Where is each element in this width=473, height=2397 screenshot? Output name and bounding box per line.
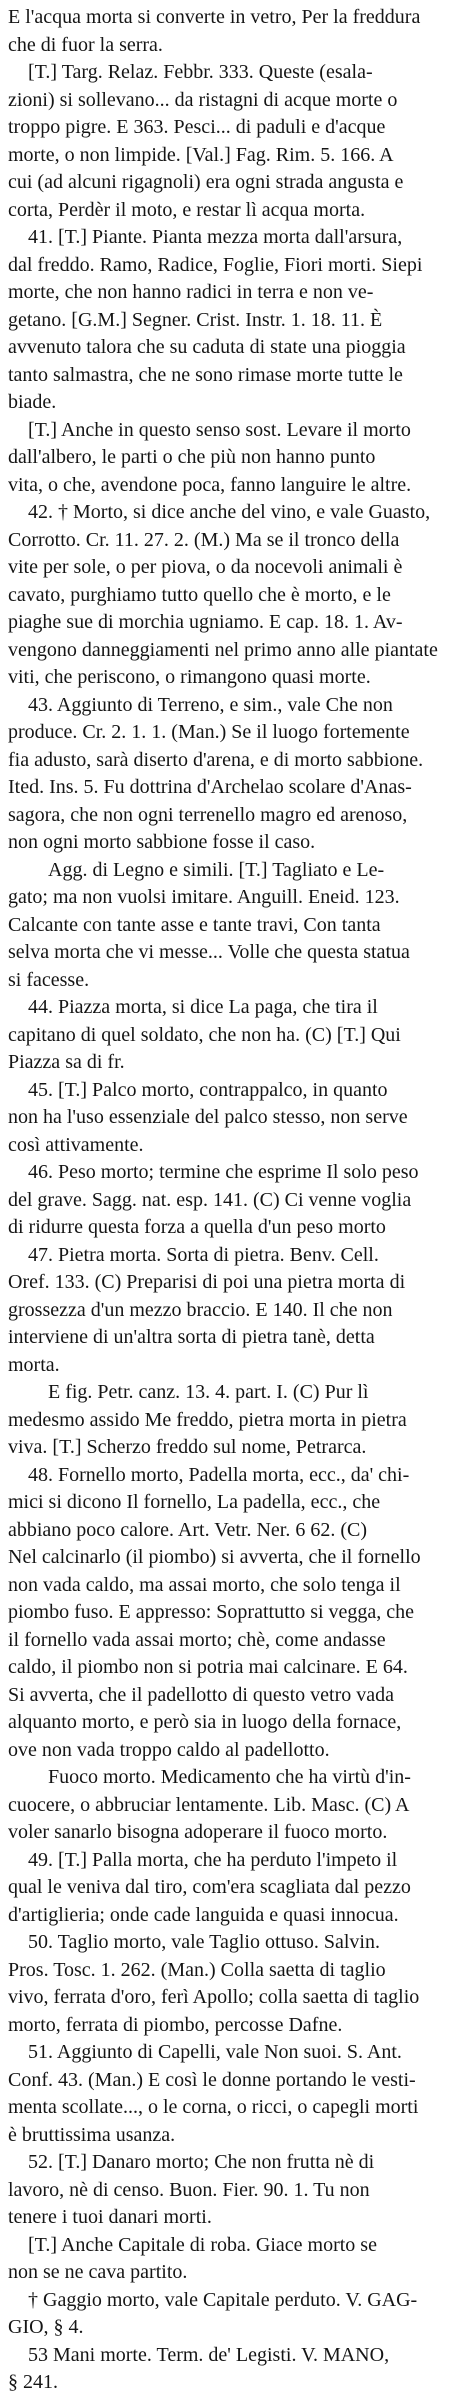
text-line: 45. [T.] Palco morto, contrappalco, in quanto [28, 1078, 388, 1101]
text-line: lavoro, nè di censo. Buon. Fier. 90. 1. Tu non [8, 2178, 370, 2201]
text-line: vivo, ferrata d'oro, ferì Apollo; colla saetta di taglio [8, 1986, 420, 2008]
text-line: non vada caldo, ma assai morto, che solo tenga il [8, 1573, 401, 1596]
text-line: così attivamente. [8, 1133, 144, 1156]
text-line: che di fuor la serra. [8, 33, 163, 56]
text-line: § 241. [8, 2371, 58, 2393]
text-line: viva. [T.] Scherzo freddo sul nome, Petrarca. [8, 1436, 367, 1458]
text-line: corta, Perdèr il moto, e restar lì acqua morta. [8, 198, 366, 221]
text-line: voler sanarlo bisogna adoperare il fuoco morto. [8, 1821, 388, 1843]
text-line: piombo fuso. E appresso: Soprattutto si vegga, che [8, 1601, 415, 1623]
text-line: Corrotto. Cr. 11. 27. 2. (M.) Ma se il tronco della [8, 528, 400, 551]
text-line: 51. Aggiunto di Capelli, vale Non suoi. S. Ant. [28, 2041, 402, 2063]
text-line: sagora, che non ogni terrenello magro ed arenoso, [8, 803, 408, 826]
text-line: morte, o non limpide. [Val.] Fag. Rim. 5. 166. A [8, 143, 394, 166]
text-line: viti, che periscono, o rimangono quasi morte. [8, 666, 371, 688]
text-line: GIO, § 4. [8, 2316, 84, 2338]
text-line: biade. [8, 391, 57, 413]
text-line: 44. Piazza morta, si dice La paga, che tira il [28, 996, 378, 1018]
text-line: 50. Taglio morto, vale Taglio ottuso. Salvin. [28, 1931, 380, 1953]
text-line: si facesse. [8, 968, 90, 991]
text-line: interviene di un'altra sorta di pietra tanè, detta [8, 1326, 375, 1348]
text-line: [T.] Anche Capitale di roba. Giace morto se [28, 2233, 377, 2256]
text-line: produce. Cr. 2. 1. 1. (Man.) Se il luogo fortemente [8, 721, 410, 743]
text-line: Calcante con tante asse e tante travi, Con tanta [8, 913, 381, 936]
text-line: del grave. Sagg. nat. esp. 141. (C) Ci venne voglia [8, 1188, 412, 1211]
text-line: [T.] Targ. Relaz. Febbr. 333. Queste (esala- [28, 61, 373, 83]
text-line: il fornello vada assai morto; chè, come andasse [8, 1628, 386, 1651]
text-line: mici si dicono Il fornello, La padella, ecc., che [8, 1491, 381, 1513]
text-line: troppo pigre. E 363. Pesci... di paduli e d'acque [8, 116, 386, 138]
text-line: [T.] Anche in questo senso sost. Levare il morto [28, 418, 411, 441]
text-line: Oref. 133. (C) Preparisi di poi una pietra morta di [8, 1271, 406, 1293]
text-line: dall'albero, le parti o che più non hanno punto [8, 446, 376, 468]
text-line: tanto salmastra, che ne sono rimase morte tutte le [8, 363, 403, 386]
text-line: † Gaggio morto, vale Capitale perduto. V. GAG- [28, 2288, 418, 2311]
text-line: gato; ma non vuolsi imitare. Anguill. Eneid. 123. [8, 886, 400, 908]
text-line: non se ne cava partito. [8, 2261, 188, 2283]
text-line: dal freddo. Ramo, Radice, Foglie, Fiori morti. Siepi [8, 253, 423, 276]
text-line: morta. [8, 1353, 60, 1376]
text-line: qual le veniva dal tiro, com'era scagliata dal pezzo [8, 1876, 411, 1898]
text-line: cuocere, o abbruciar lentamente. Lib. Masc. (C) A [8, 1793, 410, 1816]
text-line: avvenuto talora che su caduta di state una pioggia [8, 336, 406, 358]
text-line: selva morta che vi messe... Volle che questa statua [8, 941, 410, 963]
text-line: grossezza d'un mezzo braccio. E 140. Il che non [8, 1298, 393, 1321]
text-line: 43. Aggiunto di Terreno, e sim., vale Che non [28, 693, 393, 716]
text-line: 46. Peso morto; termine che esprime Il solo peso [28, 1161, 419, 1183]
text-line: Conf. 43. (Man.) E così le donne portando le vesti- [8, 2068, 416, 2091]
text-line: zioni) si sollevano... da ristagni di acque morte o [8, 88, 398, 111]
text-line: Agg. di Legno e simili. [T.] Tagliato e Le- [48, 858, 385, 881]
text-line: 41. [T.] Piante. Pianta mezza morta dall'arsura, [28, 226, 403, 248]
text-line: 53 Mani morte. Term. de' Legisti. V. MANO, [28, 2343, 390, 2366]
text-line: abbiano poco calore. Art. Vetr. Ner. 6 62. (C) [8, 1518, 367, 1541]
text-line: getano. [G.M.] Segner. Crist. Instr. 1. 18. 11. È [8, 308, 383, 331]
text-line: cavato, purghiamo tutto quello che è morto, e le [8, 583, 391, 606]
text-line: Nel calcinarlo (il piombo) si avverta, che il fornello [8, 1546, 421, 1568]
text-line: morte, che non hanno radici in terra e non ve- [8, 281, 374, 303]
text-line: menta scollate..., o le corna, o ricci, o capegli morti [8, 2096, 419, 2118]
text-line: vengono danneggiamenti nel primo anno alle piantate [8, 638, 438, 661]
text-line: 48. Fornello morto, Padella morta, ecc., da' chi- [28, 1463, 410, 1486]
text-line: vite per sole, o per piova, o da nocevoli animali è [8, 556, 403, 578]
text-line: di ridurre questa forza a quella d'un peso morto [8, 1216, 386, 1238]
text-line: fia adusto, sarà diserto d'arena, e di morto sabbione. [8, 748, 424, 771]
text-line: vita, o che, avendone poca, fanno languire le altre. [8, 473, 412, 496]
text-line: 49. [T.] Palla morta, che ha perduto l'impeto il [28, 1848, 398, 1871]
text-line: cui (ad alcuni rigagnoli) era ogni strada angusta e [8, 171, 404, 193]
text-line: tenere i tuoi danari morti. [8, 2206, 212, 2228]
text-line: d'artiglieria; onde cade languida e quasi innocua. [8, 1903, 399, 1926]
text-line: E l'acqua morta si converte in vetro, Per la freddura [8, 6, 421, 28]
text-line: alquanto morto, e però sia in luogo della fornace, [8, 1711, 402, 1733]
text-line: Fuoco morto. Medicamento che ha virtù d'in- [48, 1766, 411, 1788]
text-line: medesmo assido Me freddo, pietra morta in pietra [8, 1408, 407, 1431]
text-line: capitano di quel soldato, che non ha. (C) [T.] Qui [8, 1023, 401, 1046]
text-line: 52. [T.] Danaro morto; Che non frutta nè di [28, 2151, 375, 2173]
text-line: 42. † Morto, si dice anche del vino, e vale Guasto, [28, 501, 431, 523]
text-line: piaghe sue di morchia ugniamo. E cap. 18. 1. Av- [8, 611, 403, 633]
text-line: E fig. Petr. canz. 13. 4. part. I. (C) Pur lì [48, 1381, 369, 1403]
text-line: 47. Pietra morta. Sorta di pietra. Benv. Cell. [28, 1243, 379, 1266]
text-line: Si avverta, che il padellotto di questo vetro vada [8, 1683, 394, 1706]
text-line: ove non vada troppo caldo al padellotto. [8, 1738, 330, 1761]
text-line: è bruttissima usanza. [8, 2123, 176, 2146]
text-line: morto, ferrata di piombo, percosse Dafne. [8, 2013, 343, 2036]
text-line: non ha l'uso essenziale del palco stesso, non serve [8, 1106, 408, 1128]
text-line: Piazza sa di fr. [8, 1051, 125, 1073]
text-line: Ited. Ins. 5. Fu dottrina d'Archelao scolare d'Anas- [8, 776, 412, 798]
text-line: caldo, il piombo non si potria mai calcinare. E 64. [8, 1656, 408, 1678]
text-line: Pros. Tosc. 1. 262. (Man.) Colla saetta di taglio [8, 1958, 386, 1981]
text-line: non ogni morto sabbione fosse il caso. [8, 831, 316, 853]
